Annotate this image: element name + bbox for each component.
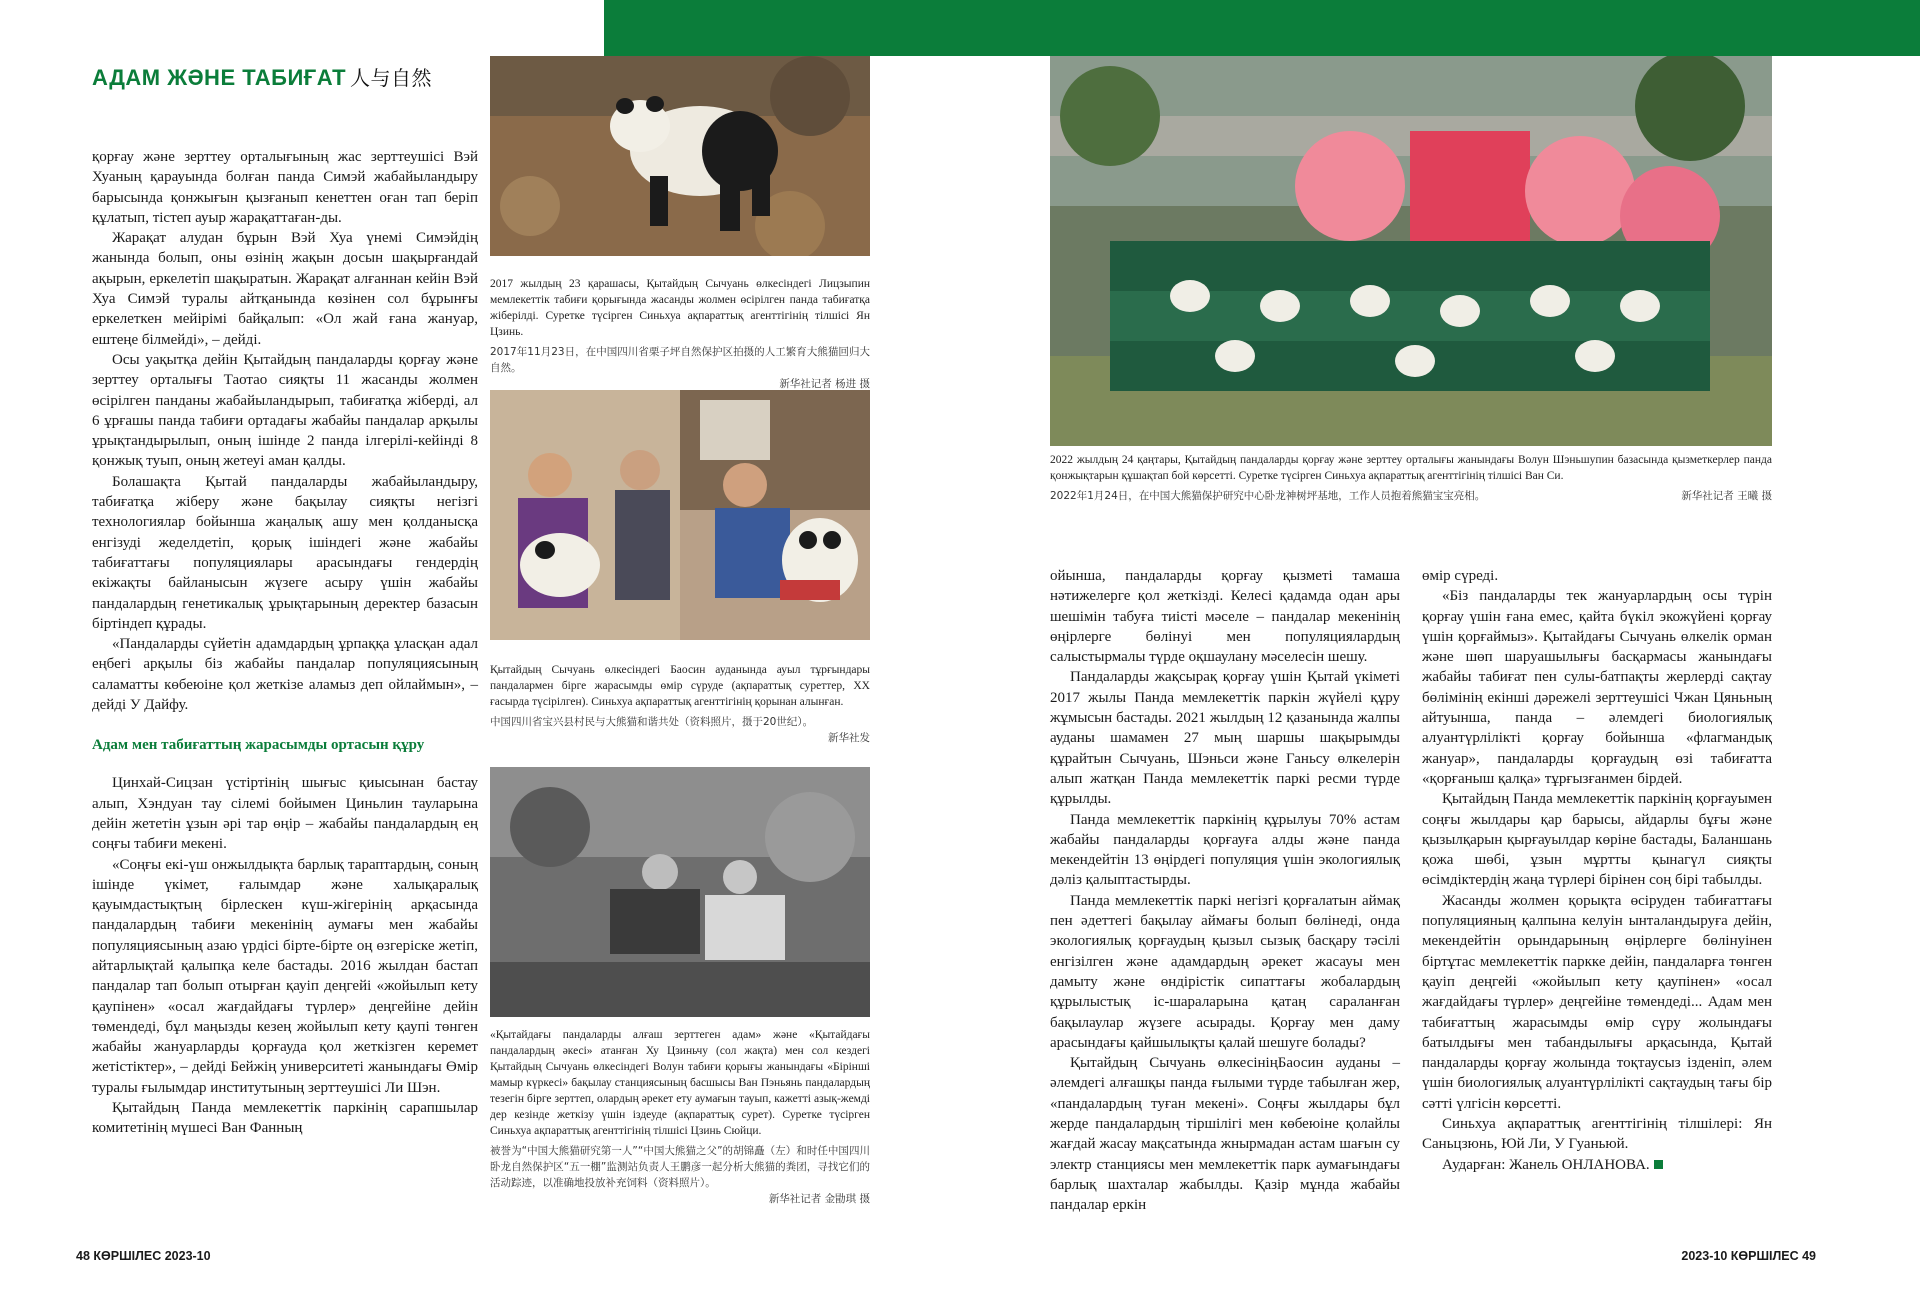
paragraph: қорғау және зерттеу орталығының жас зерттеушісі Вэй Хуаның қарауында болған панда Симэй жабайыландыру барысында қонжығын қызғанып кенеттен оған тап беріп құлатып, тістеп ауыр жарақаттаған-ды. <box>92 149 478 226</box>
translator-credit: Аударған: Жанель ОНЛАНОВА. <box>1442 1156 1650 1173</box>
photo-villagers-with-pandas <box>490 390 870 640</box>
photo-staff-with-panda-cubs-2022 <box>1050 56 1772 446</box>
photo-caption-1 <box>490 276 870 392</box>
paragraph: Қытайдың Сычуань өлкесініңБаосин ауданы – әлемдегі алғашқы панда ғылыми түрде табылған жер, «пандалардың туған мекені». Соңғы жылдары бұл жерде пандалардың тіршілігі мен көбеюіне қолайлы жағдай жасау мақсатында жнырмадан астам шағын су электр станциясы мен мемлекеттік парк аумағындағы барлық шахталар жабылды. Қазір мұнда жабайы пандалар еркін <box>1050 1055 1400 1214</box>
paragraph: «Соңғы екі-үш онжылдықта барлық тараптардың, соның ішінде үкімет, ғалымдар және халықаралық қауымдастықтың бірлескен күш-жігерінің арқасында пандалардың табиғи мекенінің аумағы мен жабайы популяциясының азаю үрдісі біртe-біртe оң өзгеріске жетіп, айтарлықтай қалыпқа келе бастады. 2016 жылдан бастап пандалар тап болып отырған қауіп деңгейі «жойылып кету қаупінен» «осал жағдайдағы түрлер» деңгейіне дейін төмендеді, бұл маңызды кезең жойылып кету қаупі төнген жабайы жануарларды қорғауда қол жеткізген керемет жетістіктер», – дейді Бейжің университеті жанындағы Өмір туралы ғылымдар институтының зерттеушісі Ли Шэн. <box>92 856 478 1096</box>
paragraph: Синьхуа ақпараттық агенттігінің тілшілері: Ян Саньцзюнь, Юй Ли, У Гуаньюй. <box>1422 1116 1772 1153</box>
paragraph: «Пандаларды сүйетін адамдардың ұрпаққа ұласқан адал еңбегі арқылы біз жабайы пандалар популяциясының саламатты көбеюіне қол жеткізе аламыз деп ойлаймын», – дейді У Дайфу. <box>92 636 478 714</box>
caption-chinese: 被誉为“中国大熊猫研究第一人”“中国大熊猫之父”的胡锦矗（左）和时任中国四川卧龙自然保护区“五一棚”监测站负责人王鹏彦一起分析大熊猫的粪团，寻找它们的活动踪迹，以准确地投放补充饲料（资料照片）。 <box>490 1145 870 1189</box>
photo-caption-4 <box>1050 452 1772 504</box>
caption-chinese-row <box>1050 488 1772 504</box>
paragraph: Осы уақытқа дейін Қытайдың пандаларды қорғау және зерттеу орталығы Таотао сияқты 11 жасанды жолмен өсірілген панданы жабайыландырып, табиғатқа жіберді, ал 6 ұрғашы панда табиғи ортадағы жабайы пандалар арқылы ұрықтандырылып, оның ішінде 2 панда ілгерілі-кейінді 8 қонжық туып, оның жетеуі аман қалды. <box>92 351 478 470</box>
footer-left-page-number: 48 КӨРШІЛЕС 2023-10 <box>76 1249 211 1263</box>
caption-credit: 新华社记者 金勖琪 摄 <box>768 1193 870 1205</box>
paragraph: Цинхай-Сицзан үстіртінің шығыс қиысынан бастау алып, Хэндуан тау сілемі бойымен Циньлин тауларына дейін жететін ұзын әрі тар өңір – жабайы пандалардың ең соңғы табиғи мекені. <box>92 775 478 853</box>
paragraph: Қытайдың Панда мемлекеттік паркінің қорғауымен соңғы жылдары қар барысы, айдарлы бұғы және қызылқарын қырғауылдар көріне бастады, Баланшань қожа шөбі, ұзын мұртты қынагүл сияқты өсімдіктердің жаңа түрлері бірінен соң бірі табылды. <box>1422 791 1772 889</box>
caption-chinese: 2022年1月24日，在中国大熊猫保护研究中心卧龙神树坪基地，工作人员抱着熊猫宝宝亮相。 <box>1050 490 1486 502</box>
paragraph: Панда мемлекеттік паркінің құрылуы 70% астам жабайы пандаларды қорғауға алды және панда мекендейтін 13 өңірдегі популяция үшін экологиялық дәліз қалыптастырды. <box>1050 811 1400 889</box>
section-title <box>92 62 432 91</box>
caption-text: «Қытайдағы пандаларды алғаш зерттеген адам» және «Қытайдағы пандалардың әкесі» атанған Ху Цзиньчу (сол жақта) мен сол кездегі Қытайдың Сычуань өлкесіндегі Волун табиғи қорығы жанындағы «Бірінші мамыр күркесі» бақылау станциясының басшысы Ван Пэньянь пандалардың тезегін бірге зерттеп, олардың әрекет ету аумағын тауып, кажетті азық-жемді дер кезінде жеткізу үшін іздеуде (ақпараттық сурет). Суретке түсірген Синьхуа ақпараттық агенттігінің тілшісі Цзинь Сюйци. <box>490 1029 870 1137</box>
section-title-chinese: 人与自然 <box>350 68 433 90</box>
paragraph: «Біз пандаларды тек жануарлардың осы түрін қорғау үшін ғана емес, қайта бүкіл экожүйені қорғау үшін қорғаймыз». Қытайдағы Сычуань өлкелік орман және шөп шаруашылығы басқармасы жанындағы жабайы табиғат пен сулы-батпақты жерлерді сақтау бөлімінің екінші дәрежелі зерттеушісі Чжан Цяньның айтуынша, панда – әлемдегі биологиялық алуантүрлілікті қорғау бойынша «флагмандық жануар», пандаларды қорғаудың өзі табиғатта «қорғаныш қалқа» тұрғызғанмен бірдей. <box>1422 588 1772 787</box>
caption-credit: 新华社记者 王曦 摄 <box>1681 490 1772 502</box>
paragraph: Жарақат алудан бұрын Вэй Хуа үнемі Симэйдің жанында болып, оны өзінің жақын досын шақырғандай ақырын, еркелетіп шақыратын. Жарақат алғаннан кейін Вэй Хуа Симэй туралы айтқанында көзінен сол бұрынғы еркелеткен мейірімі байқалып: «Ол жай ғана жануар, ештеңе білмейді», – дейді. <box>92 230 478 348</box>
photo-caption-2 <box>490 662 870 746</box>
paragraph: Пандаларды жақсырақ қорғау үшін Қытай үкіметі 2017 жылы Панда мемлекеттік паркін жүйелі құру жұмысын бастады. 2021 жылдың 12 қазанында жалпы ауданы шамамен 27 мың шаршы шақырымды құрайтын Сычуань, Шэньси және Ганьсу өлкелерін алып жатқан Панда мемлекеттік паркі ресми түрде құрылды. <box>1050 669 1400 808</box>
caption-chinese: 中国四川省宝兴县村民与大熊猫和谐共处（资料照片，摄于20世纪）。 <box>490 716 814 728</box>
paragraph <box>1422 1155 1772 1175</box>
caption-text: 2022 жылдың 24 қаңтары, Қытайдың пандаларды қорғау және зерттеу орталығы жанындағы Волун Шэньшупин базасында қызметкерлер панда қонжықтарын құшақтап бой көрсетті. Суретке түсірген Синьхуа ақпараттық агенттігінің тілшісі Ван Си. <box>1050 454 1772 482</box>
caption-chinese: 2017年11月23日，在中国四川省栗子坪自然保护区拍摄的人工繁育大熊猫回归大自然。 <box>490 346 870 374</box>
paragraph: Жасанды жолмен қорықта өсіруден табиғаттағы популяцияның қалпына келуін ынталандыруға дейін, мекендейтін орындарының өңірлерге бөлінуінен біртұтас мемлекеттік паркке дейін, пандаларға төнген қауіп деңгейі «жойылып кету қаупінен» «осал жағдайдағы түрлер» деңгейіне төмендеді... Адам мен табиғаттың жарасымды өмір сүру жолындағы батылдығы мен табандылығы арқасында, Қытай пандаларды қорғау жолында тоқтаусыз ізденіп, әлем үшін биологиялық алуантүрлілікті сақтаудың тағы бір сәтті үлгісін көрсетті. <box>1422 892 1772 1112</box>
paragraph: өмір сүреді. <box>1422 568 1499 584</box>
subheading: Адам мен табиғаттың жарасымды ортасын құру <box>92 737 425 754</box>
photo-researchers-in-forest <box>490 767 870 1017</box>
paragraph: Қытайдың Панда мемлекеттік паркінің сарапшылар комитетінің мүшесі Ван Фанның <box>92 1100 478 1137</box>
paragraph: Панда мемлекеттік паркі негізгі қорғалатын аймақ пен әдеттегі бақылау аймағы болып бөлінеді, онда экологиялық қорғаудың қызыл сызық басқару тәсілі енгізілген және адамдардың әрекет жасауы мен дамыту және өндірістік сипаттағы жобалардың құрылыстық іс-шараларына қатаң сараланған бақылаулар жүзеге асырады. Қорғау мен даму арасындағы қайшылықты қалай шешуге болады? <box>1050 892 1400 1051</box>
end-mark-square-icon <box>1654 1160 1663 1169</box>
photo-panda-walking <box>490 56 870 256</box>
caption-credit: 新华社记者 杨进 摄 <box>779 378 870 390</box>
paragraph: Болашақта Қытай пандаларды жабайыландыру, табиғатқа жіберу және бақылау сияқты негізгі технологиялар бойынша жаңалық ашу мен қолданысқа енгізуді жеделдетіп, қорық ішіндегі және жабайы табиғаттағы популяциялары арасындағы гендердің екіжақты байланысын жүзеге асыру үшін жабайы пандалардың генетикалық ұрықтарының деректер базасын біртіндеп құрады. <box>92 473 478 632</box>
footer-right-page-number: 2023-10 КӨРШІЛЕС 49 <box>1681 1249 1816 1263</box>
photo-caption-3 <box>490 1027 870 1207</box>
section-title-kazakh: АДАМ ЖӘНЕ ТАБИҒАТ <box>92 65 347 90</box>
caption-text: Қытайдың Сычуань өлкесіндегі Баосин ауданында ауыл тұрғындары пандалармен бірге жарасымды өмір сүруде (ақпараттық суреттер, ХХ ғасырда түсірілген). Синьхуа ақпараттық агенттігінің қорынан алынған. <box>490 664 870 708</box>
paragraph: ойынша, пандаларды қорғау қызметі тамаша нәтижелерге қол жеткізді. Келесі қадамда одан ары шешімін табуға тиісті мәселе – пандалар мекенінің өңірлерге бөлінуі мен популяциялардың салыстырмалы түрде оқшаулану мәселесін шешу. <box>1050 568 1400 666</box>
article-column-4 <box>1422 566 1772 1175</box>
caption-text: 2017 жылдың 23 қарашасы, Қытайдың Сычуань өлкесіндегі Лицзыпин мемлекеттік табиғи қорығында жасанды жолмен өсірілген панда табиғатқа жіберілді. Суретке түсірген Синьхуа ақпараттық агенттігінің тілшісі Ян Цзинь. <box>490 278 870 338</box>
article-column-3 <box>1050 566 1400 1216</box>
article-column-1 <box>92 147 478 1139</box>
header-green-bar <box>604 0 1920 56</box>
caption-credit: 新华社发 <box>828 732 870 744</box>
